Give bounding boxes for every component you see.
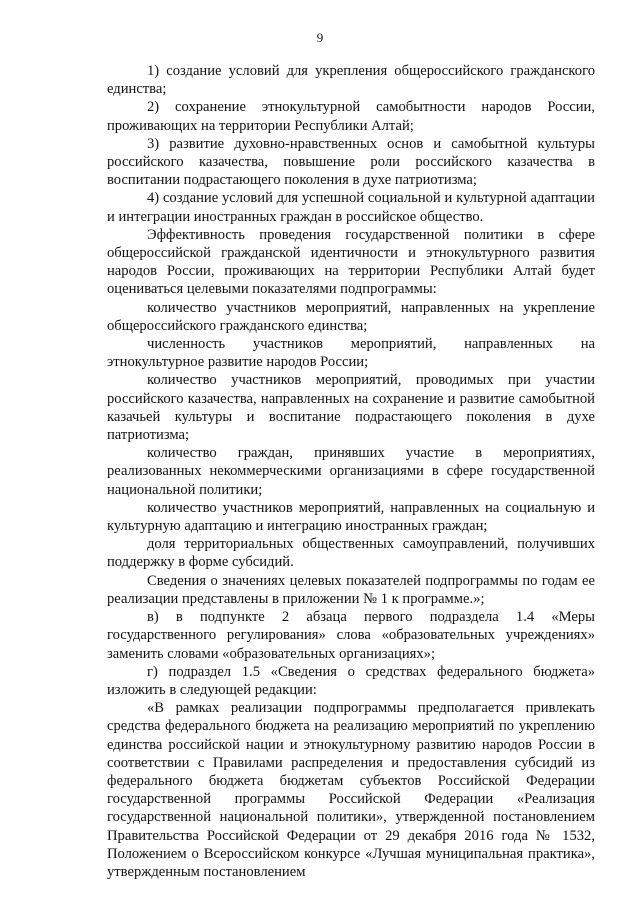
paragraph-appendix-reference: Сведения о значениях целевых показателей подпрограммы по годам ее реализации представлены в приложении № 1 к программе.»; — [107, 572, 595, 607]
paragraph-indicator-1: количество участников мероприятий, направленных на укрепление общероссийского гражданского единства; — [107, 299, 595, 334]
paragraph-federal-budget: «В рамках реализации подпрограммы предполагается привлекать средства федерального бюджета на реализацию мероприятий по укреплению единства российской нации и этнокультурному развитию народов России в соответствии с Правилами распределения и предоставления субсидий из федерального бюджета бюджетам субъектов Российской Федерации государственной программы Российской Федерации «Реализация государственной национальной политики», утвержденной постановлением Правительства Российской Федерации от 29 декабря 2016 года № 1532, Положением о Всероссийском конкурсе «Лучшая муниципальная практика», утвержденным постановлением — [107, 700, 595, 880]
paragraph-indicator-6: доля территориальных общественных самоуправлений, получивших поддержку в форме субсидий. — [107, 536, 595, 571]
paragraph-indicator-4: количество граждан, принявших участие в мероприятиях, реализованных некоммерческими организациями в сфере государственной национальной политики; — [107, 445, 595, 498]
paragraph-goal-1: 1) создание условий для укрепления общероссийского гражданского единства; — [107, 63, 595, 98]
paragraph-goal-3: 3) развитие духовно-нравственных основ и самобытной культуры российского казачества, повышение роли российского казачества в воспитании подрастающего поколения в духе патриотизма; — [107, 135, 595, 189]
document-body — [107, 62, 595, 881]
paragraph-indicator-2: численность участников мероприятий, направленных на этнокультурное развитие народов России; — [107, 336, 595, 371]
paragraph-goal-2: 2) сохранение этнокультурной самобытности народов России, проживающих на территории Республики Алтай; — [107, 99, 595, 134]
paragraph-indicator-3: количество участников мероприятий, проводимых при участии российского казачества, направленных на сохранение и развитие самобытной казачьей культуры и воспитание подрастающего поколения в духе патриотизма; — [107, 372, 595, 444]
paragraph-amendment-v: в) в подпункте 2 абзаца первого подраздела 1.4 «Меры государственного регулирования» слова «образовательных учреждениях» заменить словами «образовательных организациях»; — [107, 609, 595, 662]
paragraph-goal-4: 4) создание условий для успешной социальной и культурной адаптации и интеграции иностранных граждан в российское общество. — [107, 190, 595, 225]
paragraph-indicator-5: количество участников мероприятий, направленных на социальную и культурную адаптацию и интеграцию иностранных граждан; — [107, 499, 595, 535]
paragraph-effectiveness: Эффективность проведения государственной политики в сфере общероссийской гражданской идентичности и этнокультурного развития народов России, проживающих на территории Республики Алтай будет оцениваться целевыми показателями подпрограммы: — [107, 226, 595, 298]
paragraph-amendment-g: г) подраздел 1.5 «Сведения о средствах федерального бюджета» изложить в следующей редакции: — [107, 663, 595, 698]
page-number: 9 — [316, 30, 324, 45]
